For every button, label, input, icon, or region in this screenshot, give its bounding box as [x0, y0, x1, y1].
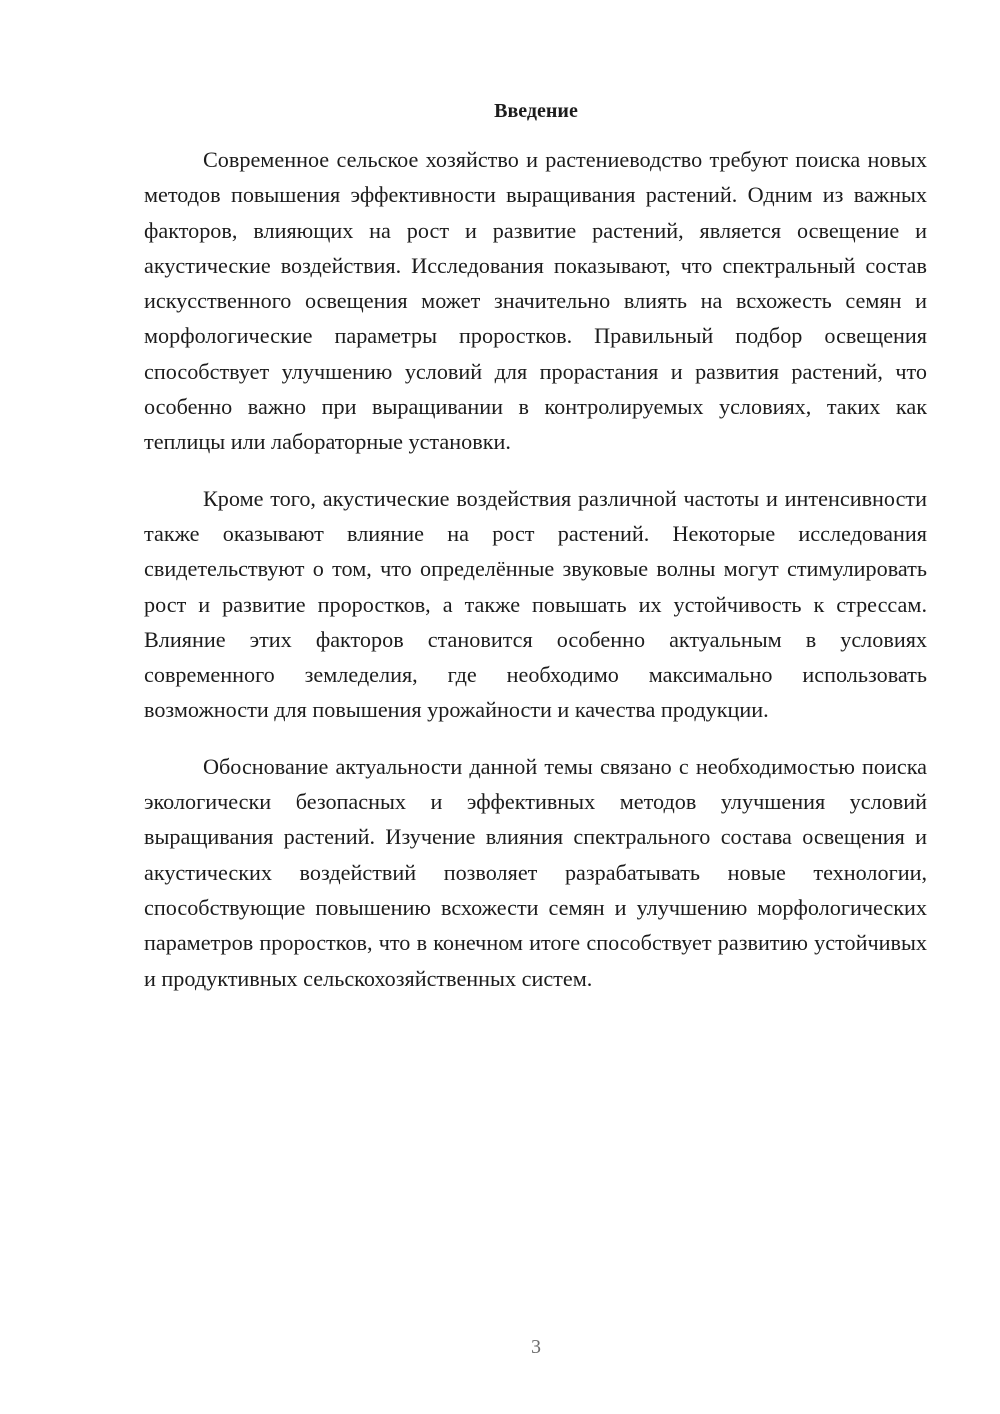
paragraph-3: Обоснование актуальности данной темы связано с необходимостью поиска экологически безопасных и эффективных методов улучшения условий выращивания растений. Изучение влияния спектрального состава освещения и акустических воздействий позволяет разрабатывать новые технологии, способствующие повышению всхожести семян и улучшению морфологических параметров проростков, что в конечном итоге способствует развитию устойчивых и продуктивных сельскохозяйственных систем.	[144, 753, 927, 991]
paragraph-1: Современное сельское хозяйство и растениеводство требуют поиска новых методов повышения эффективности выращивания растений. Одним из важных факторов, влияющих на рост и развитие растений, является освещение и акустические воздействия. Исследования показывают, что спектральный состав искусственного освещения может значительно влиять на всхожесть семян и морфологические параметры проростков. Правильный подбор освещения способствует улучшению условий для прорастания и развития растений, что особенно важно при выращивании в контролируемых условиях, таких как теплицы или лабораторные установки.	[144, 147, 927, 455]
section-title: Введение	[494, 100, 578, 122]
body-text	[144, 142, 927, 996]
page-number: 3	[531, 1336, 541, 1358]
paragraph-2: Кроме того, акустические воздействия различной частоты и интенсивности также оказывают влияние на рост растений. Некоторые исследования свидетельствуют о том, что определённые звуковые волны могут стимулировать рост и развитие проростков, а также повышать их устойчивость к стрессам. Влияние этих факторов становится особенно актуальным в условиях современного земледелия, где необходимо максимально использовать возможности для повышения урожайности и качества продукции.	[144, 485, 927, 723]
